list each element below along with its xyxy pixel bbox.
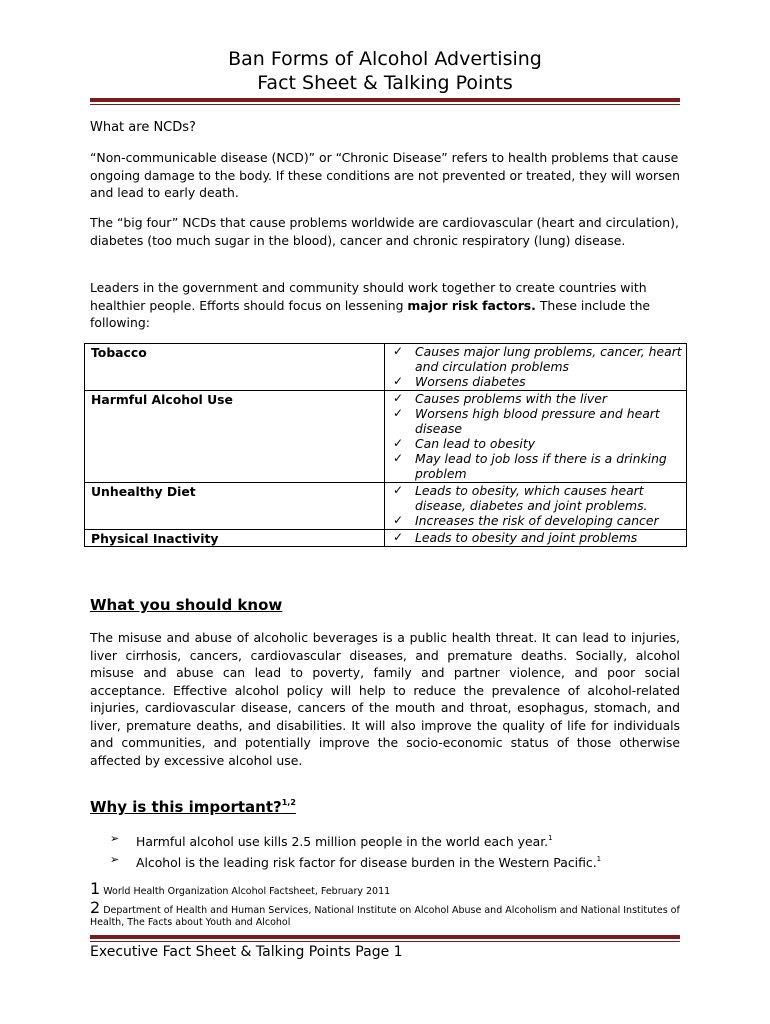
list-item: [393, 530, 686, 545]
checkmark-icon: ✓: [393, 530, 404, 544]
effect-text: Leads to obesity, which causes heart disease, diabetes and joint problems.: [415, 483, 648, 513]
checkmark-icon: ✓: [393, 436, 404, 450]
effect-text: Causes problems with the liver: [415, 391, 607, 406]
footnote-ref: 1: [548, 834, 553, 842]
checkmark-icon: ✓: [393, 374, 404, 388]
header-divider: [90, 98, 680, 105]
footnote-text: Department of Health and Human Services, National Institute on Alcohol Abuse and Alcoholism and National Institutes of Health, The Facts about Youth and Alcohol: [90, 905, 680, 928]
section-heading-what-you-should-know: What you should know: [90, 596, 283, 614]
leaders-text-end: These include the following:: [90, 297, 651, 330]
effect-text: Can lead to obesity: [415, 436, 536, 451]
footnote-text: World Health Organization Alcohol Factsheet, February 2011: [103, 886, 391, 897]
risk-factor-name: Harmful Alcohol Use: [85, 391, 385, 483]
checkmark-icon: ✓: [393, 391, 404, 405]
table-row: [85, 530, 687, 547]
bullet-text: Harmful alcohol use kills 2.5 million people in the world each year.: [136, 834, 549, 849]
big-four-paragraph: The “big four” NCDs that cause problems worldwide are cardiovascular (heart and circulation), diabetes (too much sugar in the blood), cancer and chronic respiratory (lung) disease.: [90, 215, 679, 248]
footnote-number: 1: [90, 879, 101, 898]
effect-text: Causes major lung problems, cancer, heart and circulation problems: [415, 344, 682, 374]
section-question: What are NCDs?: [90, 120, 196, 135]
section-heading-why-important: [90, 798, 296, 816]
footer-divider: [90, 935, 680, 942]
document-title-line1: Ban Forms of Alcohol Advertising: [228, 48, 542, 70]
risk-factor-effects: [385, 483, 687, 530]
effect-text: Increases the risk of developing cancer: [415, 513, 659, 528]
major-risk-factors-emphasis: major risk factors.: [407, 297, 536, 313]
risk-factor-name: Tobacco: [85, 344, 385, 391]
arrow-bullet-icon: ➢: [110, 832, 120, 845]
bullet-text: Alcohol is the leading risk factor for disease burden in the Western Pacific.: [136, 854, 597, 870]
importance-bullet-list: [110, 830, 601, 871]
footnote-2: [90, 898, 680, 929]
list-item: [110, 830, 601, 851]
list-item: [110, 851, 601, 872]
leaders-text-start: Leaders in the government and community should work together to create countries with healthier people. Efforts should focus on lessening: [90, 280, 647, 313]
page-footer: Executive Fact Sheet & Talking Points Page 1: [90, 944, 403, 960]
effect-text: May lead to job loss if there is a drinking problem: [415, 451, 667, 481]
table-row: [85, 344, 687, 391]
list-item: [393, 451, 686, 481]
list-item: [393, 483, 686, 513]
effect-text: Leads to obesity and joint problems: [415, 530, 638, 545]
risk-factor-effects: [385, 344, 687, 391]
why-heading-text: Why is this important?: [90, 798, 282, 816]
why-heading-footnote-ref: 1,2: [281, 798, 296, 807]
risk-factor-effects: [385, 391, 687, 483]
effect-text: Worsens high blood pressure and heart disease: [415, 406, 660, 436]
risk-factor-effects: [385, 530, 687, 547]
list-item: [393, 344, 686, 374]
ncd-definition-paragraph: “Non-communicable disease (NCD)” or “Chronic Disease” refers to health problems that cause ongoing damage to the body. If these conditions are not prevented or treated, they will worsen and lead to early death.: [90, 150, 681, 200]
list-item: [393, 391, 686, 406]
checkmark-icon: ✓: [393, 344, 404, 358]
effect-text: Worsens diabetes: [415, 374, 526, 389]
checkmark-icon: ✓: [393, 406, 404, 420]
checkmark-icon: ✓: [393, 483, 404, 497]
footnote-1: [90, 879, 680, 898]
footnote-ref: 1: [596, 854, 602, 863]
list-item: [393, 436, 686, 451]
alcohol-misuse-paragraph: The misuse and abuse of alcoholic beverages is a public health threat. It can lead to injuries, liver cirrhosis, cancers, cardiovascular diseases, and premature deaths. Socially, alcohol misuse and abuse can lead to poverty, family and partner violence, and poor social acceptance. Effective alcohol policy will help to reduce the prevalence of alcohol-related injuries, cardiovascular disease, cancers of the mouth and throat, esophagus, stomach, and liver, premature deaths, and disabilities. It will also improve the quality of life for individuals and communities, and potentially improve the socio-economic status of those otherwise affected by excessive alcohol use.: [90, 630, 680, 768]
arrow-bullet-icon: ➢: [110, 852, 120, 866]
risk-factor-name: Unhealthy Diet: [85, 483, 385, 530]
checkmark-icon: ✓: [393, 513, 404, 527]
document-title-line2: Fact Sheet & Talking Points: [257, 72, 513, 94]
risk-factor-name: Physical Inactivity: [85, 530, 385, 547]
list-item: [393, 406, 686, 436]
footnote-number: 2: [90, 898, 101, 917]
list-item: [393, 513, 686, 528]
table-row: [85, 391, 687, 483]
leaders-paragraph: [90, 279, 680, 332]
list-item: [393, 374, 686, 389]
table-row: [85, 483, 687, 530]
risk-factors-table: [84, 343, 687, 547]
checkmark-icon: ✓: [393, 451, 404, 465]
